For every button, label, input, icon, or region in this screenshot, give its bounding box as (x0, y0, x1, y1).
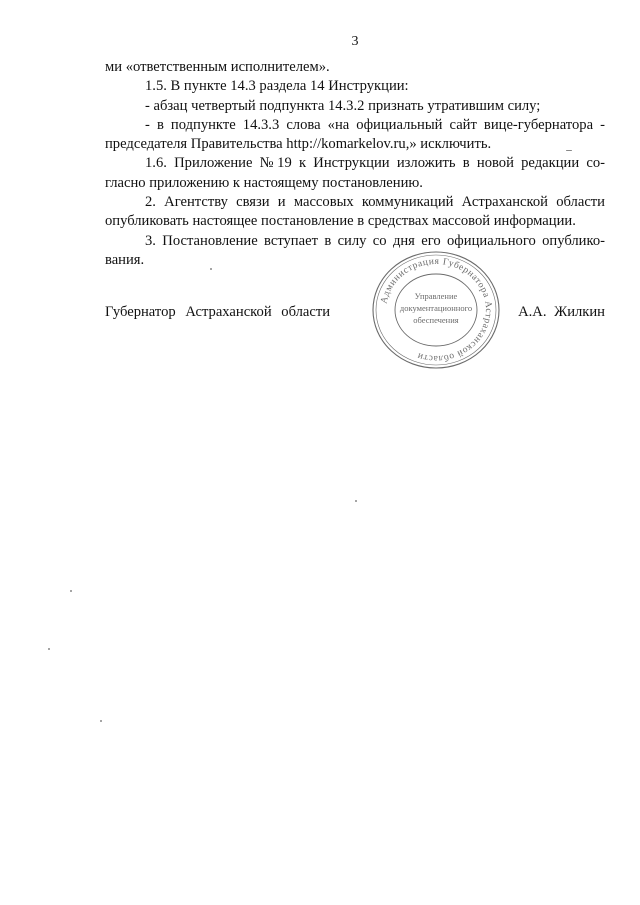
body-line-subitem-14-3-2: - абзац четвертый подпункта 14.3.2 признать утратившим силу; (145, 97, 541, 114)
signatory-name: А.А. Жилкин (518, 304, 605, 320)
signature-block (105, 304, 605, 326)
stamp-seal-icon (368, 248, 504, 372)
body-line-continuation: ми «ответственным исполнителем». (105, 59, 330, 75)
scan-speck (48, 648, 50, 650)
scan-speck (355, 500, 357, 502)
scan-speck (566, 150, 572, 151)
body-line-item-1-6-cont: гласно приложению к настоящему постановлению. (105, 174, 423, 191)
body-line-item-2: 2. Агентству связи и массовых коммуникаций Астраханской области (145, 194, 605, 211)
scan-speck (210, 268, 212, 270)
body-line-item-3: 3. Постановление вступает в силу со дня его официального опублико- (145, 232, 605, 249)
stamp-ring-text: Администрация Губернатора Астраханской области (379, 256, 494, 364)
body-line-item-1-5: 1.5. В пункте 14.3 раздела 14 Инструкции: (145, 78, 409, 95)
scan-speck (70, 590, 72, 592)
document-body (105, 58, 605, 270)
stamp-center-line-3: обеспечения (413, 315, 459, 325)
body-line-subitem-14-3-3: - в подпункте 14.3.3 слова «на официальный сайт вице-губернатора - (145, 116, 605, 133)
signatory-title: Губернатор Астраханской области (105, 304, 331, 320)
page-number: 3 (351, 34, 359, 49)
body-line-subitem-14-3-3-cont: председателя Правительства http://komarkelov.ru,» исключить. (105, 136, 492, 153)
scan-speck (100, 720, 102, 722)
body-line-item-2-cont: опубликовать настоящее постановление в средствах массовой информации. (105, 213, 576, 230)
body-line-item-3-cont: вания. (105, 251, 145, 268)
stamp-center-line-1: Управление (414, 291, 458, 301)
official-stamp (368, 248, 504, 372)
body-line-item-1-6: 1.6. Приложение №19 к Инструкции изложить в новой редакции со- (145, 155, 605, 172)
stamp-center-line-2: документационного (399, 303, 473, 313)
